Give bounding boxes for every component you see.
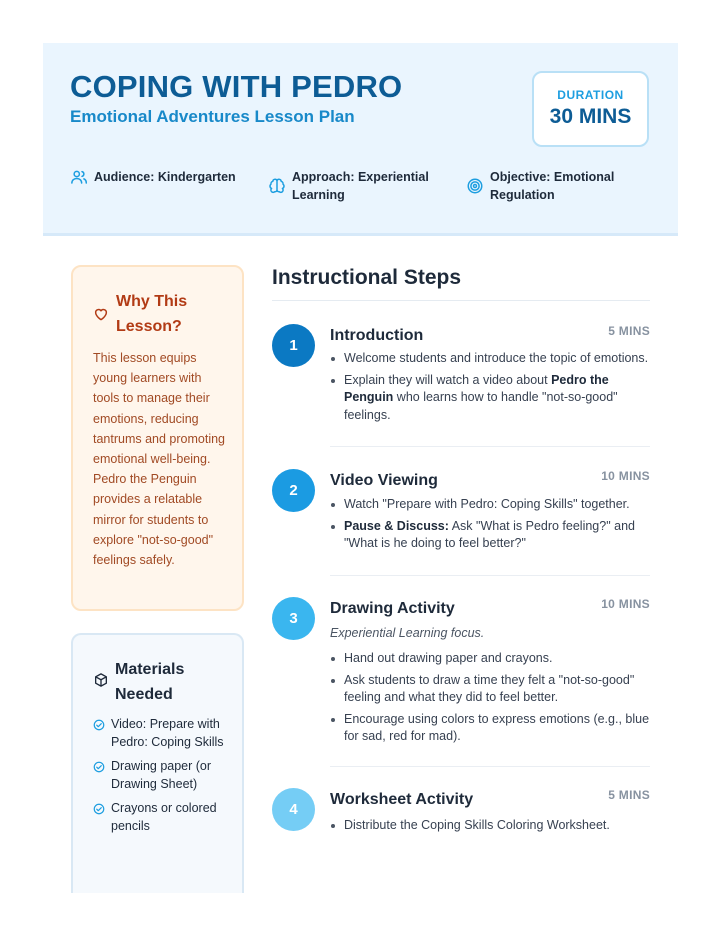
- why-title: Why This Lesson?: [116, 293, 188, 335]
- materials-card: [71, 633, 244, 893]
- users-icon: [70, 168, 88, 186]
- step-bullets: [330, 650, 654, 750]
- step-name: Worksheet Activity: [330, 791, 474, 808]
- check-circle-icon: [93, 761, 105, 773]
- why-this-lesson-card: [71, 265, 244, 611]
- step-duration: 10 MINS: [601, 597, 650, 611]
- duration-badge: [532, 71, 649, 147]
- check-circle-icon: [93, 803, 105, 815]
- step-bullets: [330, 817, 654, 839]
- page-subtitle: Emotional Adventures Lesson Plan: [70, 107, 355, 126]
- list-item: [93, 758, 238, 793]
- target-icon: [466, 177, 484, 195]
- meta-approach: [268, 168, 429, 204]
- step-divider: [330, 446, 650, 447]
- step-duration: 5 MINS: [608, 324, 650, 338]
- duration-value: 30 MINS: [549, 105, 632, 128]
- steps-title-divider: [272, 300, 650, 301]
- meta-objective-line1: Objective: Emotional: [490, 170, 615, 184]
- step-duration: 5 MINS: [608, 788, 650, 802]
- meta-approach-line1: Approach: Experiential: [292, 170, 429, 184]
- step-number-badge: 4: [272, 788, 315, 831]
- step-number-badge: 3: [272, 597, 315, 640]
- why-body: This lesson equips young learners with tools to manage their emotions, reducing tantrums and promoting emotional well-being. Pedro the Penguin provides a relatable mirror for students to explore "not-so-good" feelings safely.: [93, 351, 226, 568]
- list-item: [93, 716, 238, 751]
- step-number-badge: 2: [272, 469, 315, 512]
- material-text: Crayons or colored pencils: [111, 801, 217, 833]
- heart-icon: [93, 306, 109, 322]
- list-item: Hand out drawing paper and crayons.: [330, 650, 654, 668]
- list-item: Ask students to draw a time they felt a "not-so-good" feeling and what they did to feel better.: [330, 672, 654, 707]
- step-name: Drawing Activity: [330, 600, 455, 617]
- list-item: [93, 800, 238, 835]
- meta-objective: [466, 168, 614, 204]
- duration-label: DURATION: [557, 88, 624, 102]
- list-item: Pause & Discuss: Ask "What is Pedro feeling?" and "What is he doing to feel better?": [330, 518, 654, 553]
- cube-icon: [93, 672, 109, 688]
- step-bullets: [330, 350, 654, 428]
- check-circle-icon: [93, 719, 105, 731]
- meta-objective-line2: Regulation: [490, 188, 555, 202]
- meta-approach-line2: Learning: [292, 188, 345, 202]
- list-item: Explain they will watch a video about Pedro the Penguin who learns how to handle "not-so-good" feelings.: [330, 372, 654, 425]
- meta-audience: [70, 168, 236, 186]
- step-bullets: [330, 496, 654, 557]
- material-text: Video: Prepare with Pedro: Coping Skills: [111, 717, 224, 749]
- step-divider: [330, 766, 650, 767]
- list-item: Watch "Prepare with Pedro: Coping Skills" together.: [330, 496, 654, 514]
- meta-audience-line1: Audience: Kindergarten: [94, 170, 236, 184]
- step-divider: [330, 575, 650, 576]
- page-title: COPING WITH PEDRO: [70, 69, 403, 104]
- brain-icon: [268, 177, 286, 195]
- step-number-badge: 1: [272, 324, 315, 367]
- material-text: Drawing paper (or Drawing Sheet): [111, 759, 212, 791]
- step-focus-note: Experiential Learning focus.: [330, 626, 485, 640]
- step-duration: 10 MINS: [601, 469, 650, 483]
- step-name: Introduction: [330, 327, 424, 344]
- steps-title: Instructional Steps: [272, 266, 462, 289]
- list-item: Encourage using colors to express emotions (e.g., blue for sad, red for mad).: [330, 711, 654, 746]
- list-item: Distribute the Coping Skills Coloring Worksheet.: [330, 817, 654, 835]
- materials-title: Materials Needed: [115, 661, 185, 703]
- list-item: Welcome students and introduce the topic of emotions.: [330, 350, 654, 368]
- step-name: Video Viewing: [330, 472, 438, 489]
- materials-list: [93, 716, 238, 842]
- lesson-header: [43, 43, 678, 236]
